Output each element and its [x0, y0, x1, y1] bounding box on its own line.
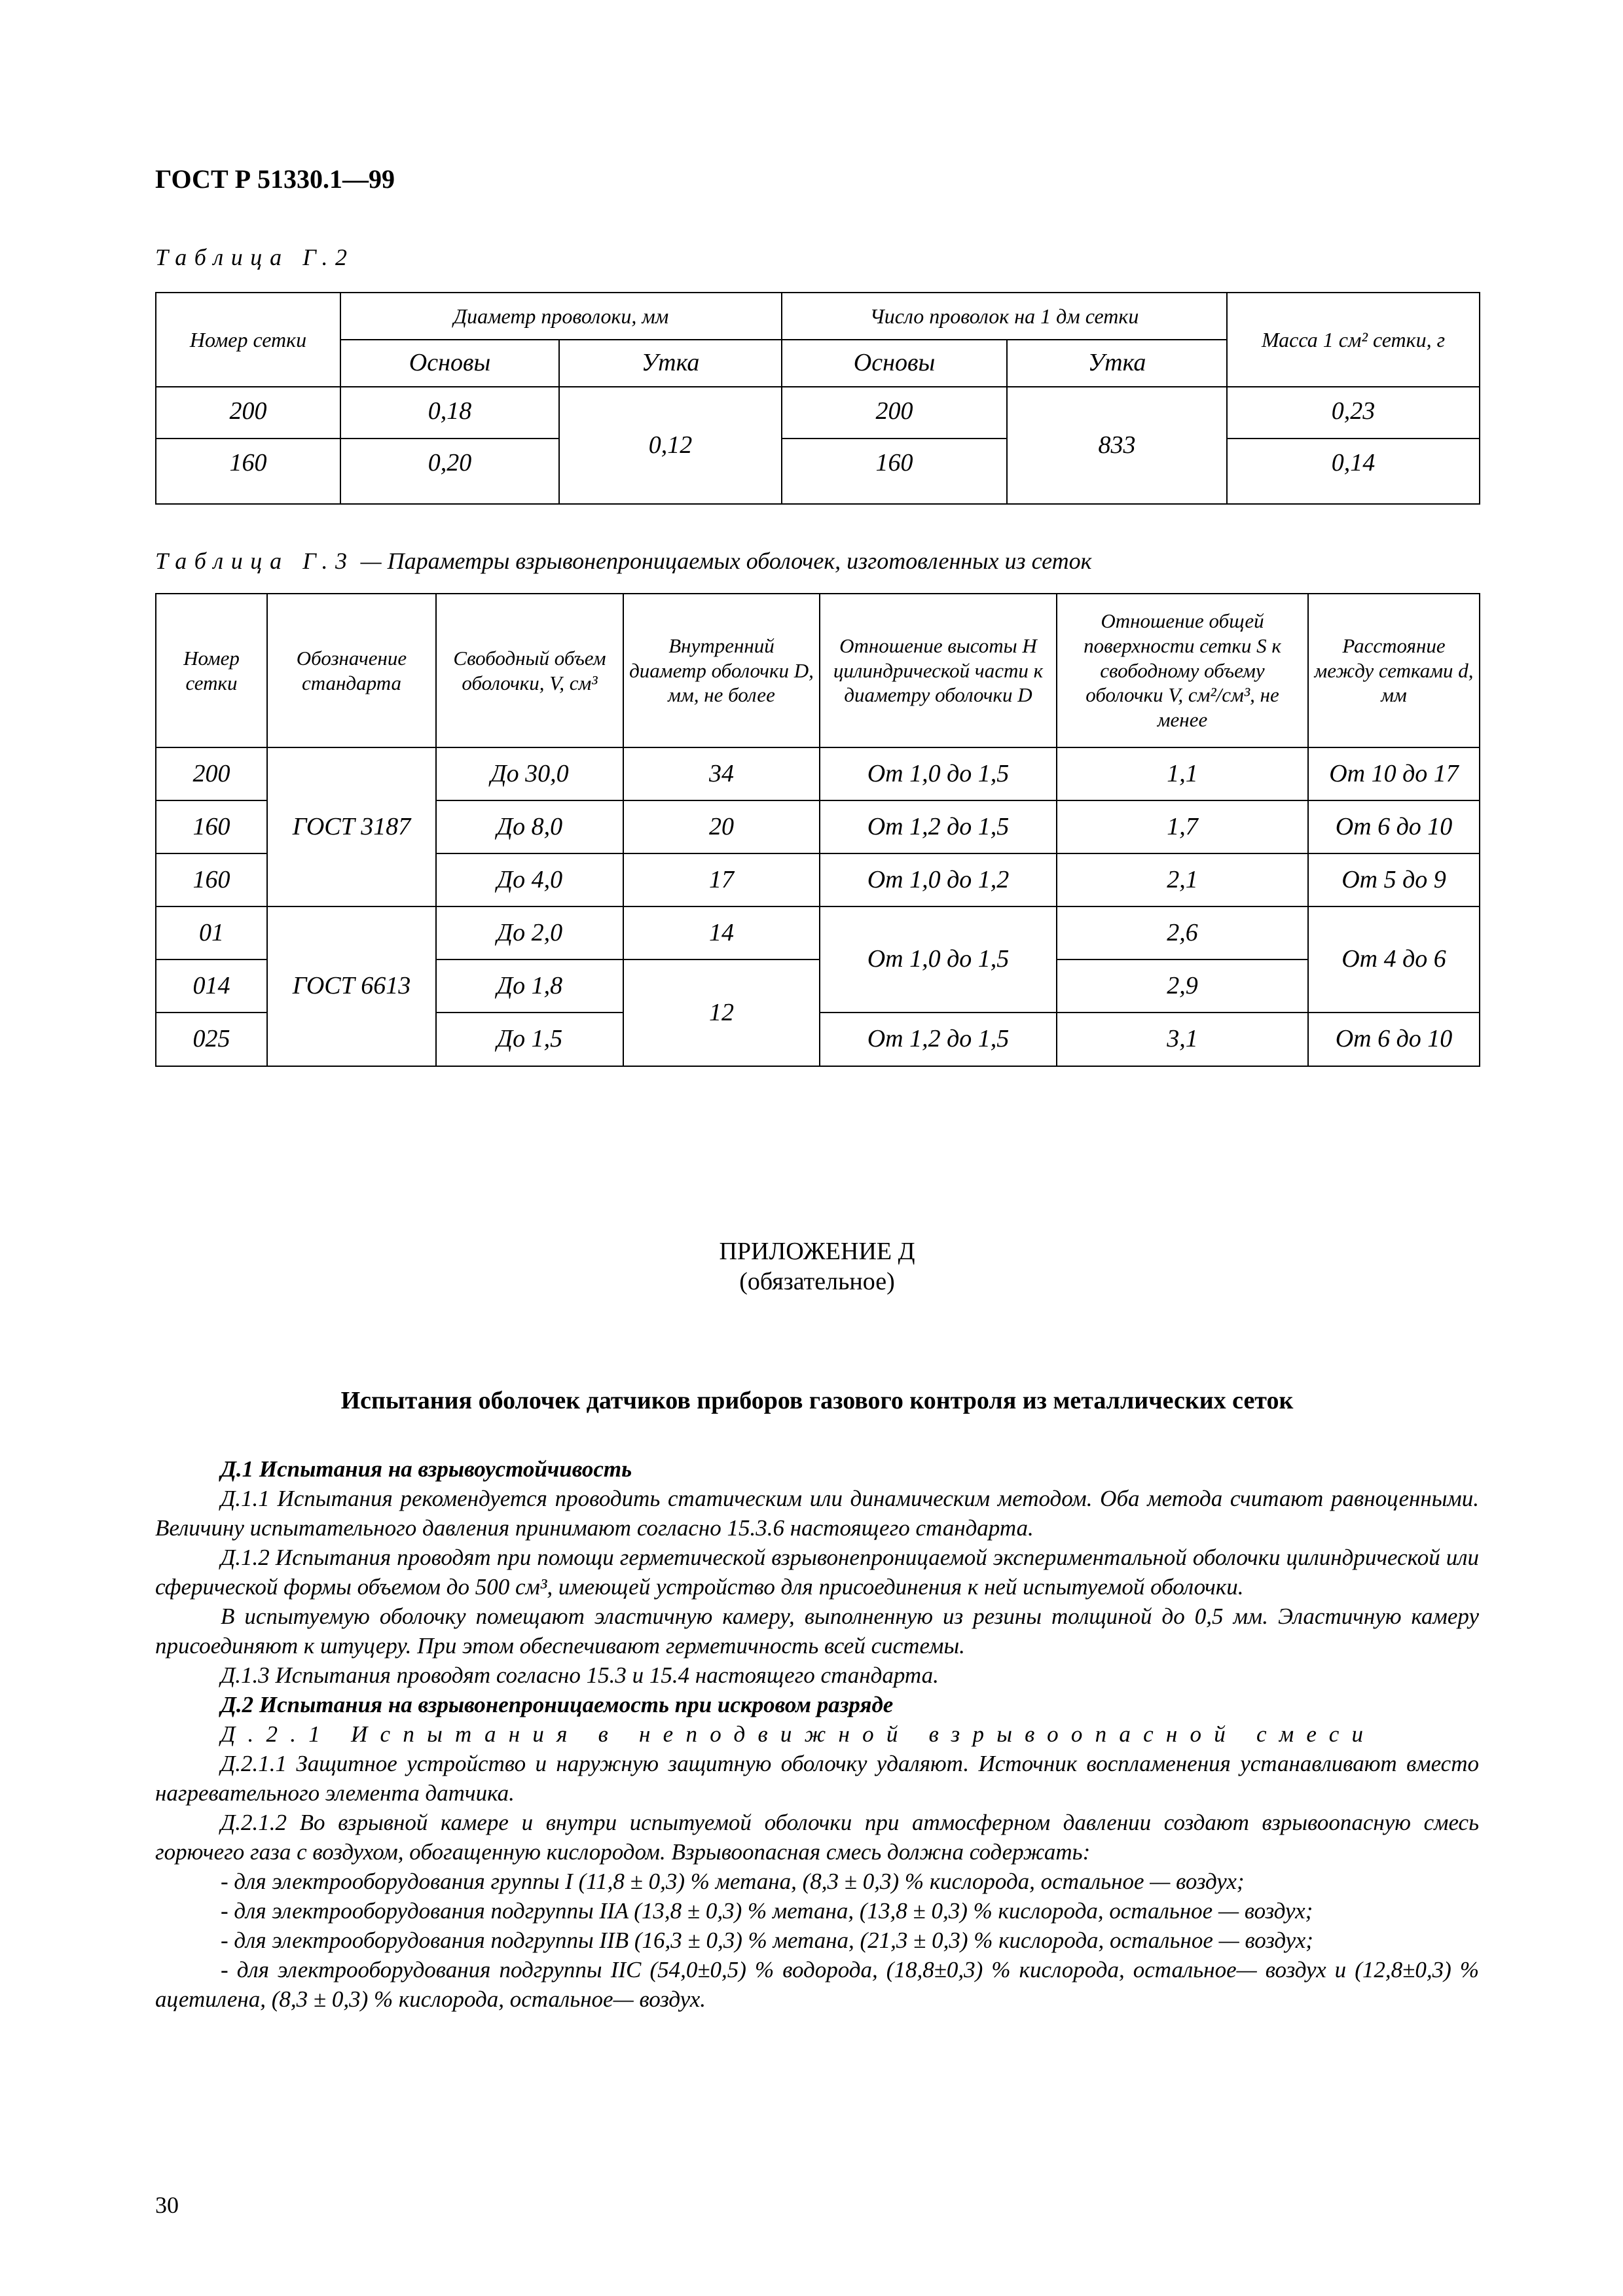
g3-cell-mesh: 160: [156, 800, 267, 853]
g2-cell-mesh: 160: [156, 439, 340, 504]
table-g3-caption: [155, 547, 1091, 575]
g3-cell-distance: От 6 до 10: [1308, 1013, 1480, 1066]
g2-cell-count-warp: 160: [782, 439, 1007, 504]
g2-header-wire-diameter: Диаметр проволоки, мм: [340, 293, 782, 340]
paragraph: В испытуемую оболочку помещают эластичную камеру, выполненную из резины толщиной до 0,5 мм. Эластичную камеру присоединяют к штуцеру. При этом обеспечивают герметичность всей системы.: [155, 1604, 1479, 1659]
g2-cell-diameter-warp: 0,18: [340, 387, 559, 439]
g3-header-height-ratio: Отношение высоты Н цилиндрической части к диаметру оболочки D: [820, 594, 1057, 747]
g3-cell-surface: 2,9: [1057, 960, 1308, 1013]
table-row: [156, 906, 1480, 960]
g3-cell-volume: До 1,5: [436, 1013, 623, 1066]
g3-header-surface-ratio: Отношение общей поверхности сетки S к свободному объему оболочки V, см²/см³, не менее: [1057, 594, 1308, 747]
g3-header-distance: Расстояние между сетками d, мм: [1308, 594, 1480, 747]
g3-cell-distance: От 6 до 10: [1308, 800, 1480, 853]
paragraph: Д.1.2 Испытания проводят при помощи герметической взрывонепроницаемой экспериментальной оболочки цилиндрической или сферической формы объемом до 500 см³, имеющей устройство для присоединения к ней испытуемой оболочки.: [155, 1545, 1479, 1600]
g3-cell-standard: ГОСТ 6613: [267, 906, 436, 1066]
table-row: [156, 439, 1480, 504]
appendix-title: Испытания оболочек датчиков приборов газового контроля из металлических сеток: [340, 1387, 1294, 1414]
appendix-status: (обязательное): [739, 1267, 895, 1295]
paragraph: Д.1.3 Испытания проводят согласно 15.3 и 15.4 настоящего стандарта.: [221, 1662, 939, 1688]
g3-cell-surface: 1,1: [1057, 747, 1308, 800]
g2-header-weft: Утка: [559, 340, 782, 387]
g2-header-mesh-number: Номер сетки: [156, 293, 340, 387]
table-g3: [155, 593, 1480, 1067]
table-row: [156, 387, 1480, 439]
g2-cell-mass: 0,14: [1227, 439, 1480, 504]
g3-cell-volume: До 8,0: [436, 800, 623, 853]
g2-cell-count-weft: 833: [1007, 387, 1227, 504]
appendix-label: ПРИЛОЖЕНИЕ Д: [719, 1238, 915, 1265]
table-g2: [155, 292, 1480, 505]
g2-header-warp: Основы: [782, 340, 1007, 387]
g3-cell-volume: До 4,0: [436, 853, 623, 906]
g3-header-standard: Обозначение стандарта: [267, 594, 436, 747]
g2-header-weft: Утка: [1007, 340, 1227, 387]
g3-cell-volume: До 30,0: [436, 747, 623, 800]
g3-cell-mesh: 01: [156, 906, 267, 960]
list-item: - для электрооборудования подгруппы IIA (13,8 ± 0,3) % метана, (13,8 ± 0,3) % кислорода, остальное — воздух;: [221, 1898, 1313, 1924]
g3-cell-distance: От 10 до 17: [1308, 747, 1480, 800]
g3-cell-distance: От 4 до 6: [1308, 906, 1480, 1013]
g3-cell-diameter: 17: [623, 853, 820, 906]
paragraph: Д.1.1 Испытания рекомендуется проводить статическим или динамическим методом. Оба метода считают равноценными. Величину испытательного давления принимают согласно 15.3.6 настоящего стандарта.: [155, 1486, 1479, 1541]
g3-cell-surface: 2,1: [1057, 853, 1308, 906]
g3-cell-diameter: 14: [623, 906, 820, 960]
subsection-heading: Д.2.1 Испытания в неподвижной взрывоопасной смеси: [221, 1721, 1376, 1747]
body-text: [155, 1454, 1479, 2014]
g3-cell-surface: 2,6: [1057, 906, 1308, 960]
g3-cell-ratio: От 1,2 до 1,5: [820, 800, 1057, 853]
g3-cell-mesh: 160: [156, 853, 267, 906]
g3-header-free-volume: Свободный объем оболочки, V, см³: [436, 594, 623, 747]
g3-cell-ratio: От 1,0 до 1,5: [820, 747, 1057, 800]
g3-cell-diameter: 20: [623, 800, 820, 853]
table-g2-caption: Таблица Г.2: [155, 244, 355, 270]
g2-header-wire-count: Число проволок на 1 дм сетки: [782, 293, 1227, 340]
g3-cell-standard: ГОСТ 3187: [267, 747, 436, 906]
list-item: - для электрооборудования подгруппы IIB (16,3 ± 0,3) % метана, (21,3 ± 0,3) % кислорода, остальное — воздух;: [221, 1928, 1313, 1953]
g3-header-inner-diameter: Внутренний диаметр оболочки D, мм, не более: [623, 594, 820, 747]
g3-cell-mesh: 025: [156, 1013, 267, 1066]
g2-header-warp: Основы: [340, 340, 559, 387]
list-item: - для электрооборудования группы I (11,8 ± 0,3) % метана, (8,3 ± 0,3) % кислорода, остальное — воздух;: [221, 1869, 1245, 1894]
g3-cell-mesh: 014: [156, 960, 267, 1013]
section-heading: Д.1 Испытания на взрывоустойчивость: [221, 1456, 632, 1482]
g2-cell-mesh: 200: [156, 387, 340, 439]
g3-cell-volume: До 1,8: [436, 960, 623, 1013]
g3-cell-ratio: От 1,2 до 1,5: [820, 1013, 1057, 1066]
table-row: [156, 747, 1480, 800]
page-number: 30: [155, 2192, 179, 2218]
g2-cell-diameter-warp: 0,20: [340, 439, 559, 504]
list-item: - для электрооборудования подгруппы IIC (54,0±0,5) % водорода, (18,8±0,3) % кислорода, остальное— воздух и (12,8±0,3) % ацетилена, (8,3 ± 0,3) % кислорода, остальное— воздух.: [155, 1957, 1479, 2012]
g3-cell-surface: 3,1: [1057, 1013, 1308, 1066]
g3-header-mesh-number: Номер сетки: [156, 594, 267, 747]
table-g3-caption-text: — Параметры взрывонепроницаемых оболочек, изготовленных из сеток: [354, 548, 1092, 574]
appendix-heading: [155, 1237, 1479, 1297]
paragraph: Д.2.1.2 Во взрывной камере и внутри испытуемой оболочки при атмосферном давлении создают взрывоопасную смесь горючего газа с воздухом, обогащенную кислородом. Взрывоопасная смесь должна содержать:: [155, 1810, 1479, 1865]
g3-cell-ratio: От 1,0 до 1,2: [820, 853, 1057, 906]
g3-cell-mesh: 200: [156, 747, 267, 800]
g2-header-mass: Масса 1 см² сетки, г: [1227, 293, 1480, 387]
g3-cell-distance: От 5 до 9: [1308, 853, 1480, 906]
g2-cell-mass: 0,23: [1227, 387, 1480, 439]
g3-cell-surface: 1,7: [1057, 800, 1308, 853]
document-code: ГОСТ Р 51330.1—99: [155, 164, 395, 194]
paragraph: Д.2.1.1 Защитное устройство и наружную защитную оболочку удаляют. Источник воспламенения устанавливают вместо нагревательного элемента датчика.: [155, 1751, 1479, 1806]
g2-cell-diameter-weft: 0,12: [559, 387, 782, 504]
table-g3-caption-label: Таблица Г.3: [155, 548, 355, 574]
g3-cell-diameter: 12: [623, 960, 820, 1066]
g3-cell-diameter: 34: [623, 747, 820, 800]
g3-cell-volume: До 2,0: [436, 906, 623, 960]
section-heading: Д.2 Испытания на взрывонепроницаемость при искровом разряде: [221, 1692, 894, 1717]
g2-cell-count-warp: 200: [782, 387, 1007, 439]
g3-cell-ratio: От 1,0 до 1,5: [820, 906, 1057, 1013]
